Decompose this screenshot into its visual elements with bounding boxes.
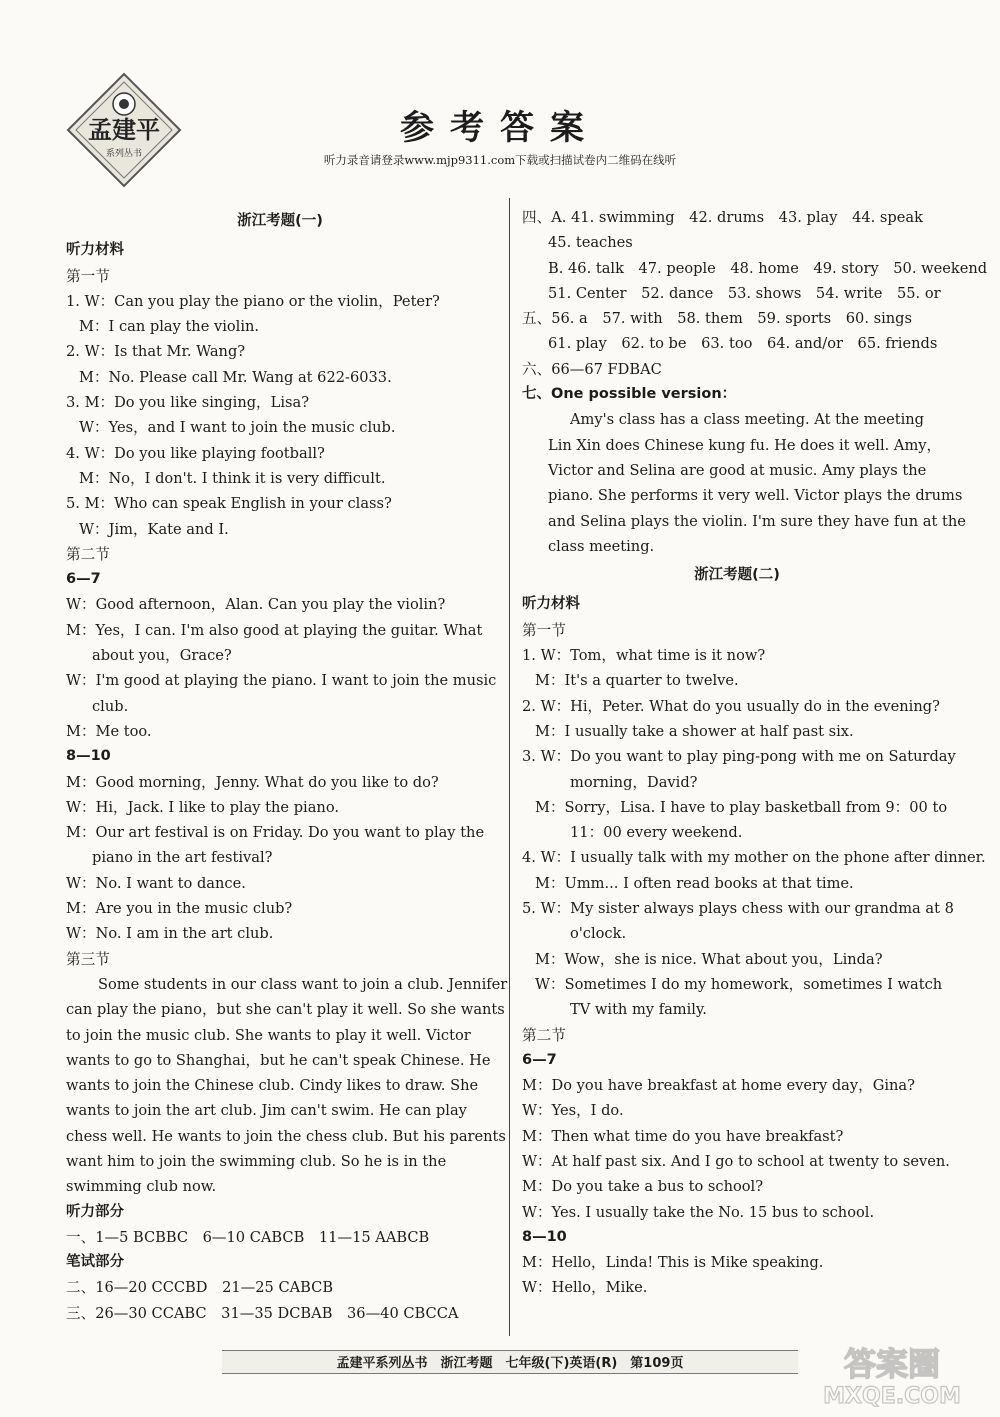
column-divider bbox=[509, 198, 510, 1336]
text-line: W：Yes，and I want to join the music club. bbox=[79, 419, 396, 437]
svg-text:系列丛书: 系列丛书 bbox=[105, 149, 143, 159]
audio-download-note: 听力录音请登录www.mjp9311.com下载或扫描试卷内二维码在线听 bbox=[323, 153, 677, 167]
text-line: 4. W：Do you like playing football? bbox=[66, 444, 325, 462]
text-line: B. 46. talk 47. people 48. home 49. story 50. weekend bbox=[548, 259, 988, 277]
text-line: M：Do you have breakfast at home every day，Gina? bbox=[522, 1077, 915, 1095]
text-line: M：Are you in the music club? bbox=[66, 900, 293, 918]
text-line: want him to join the swimming club. So he is in the bbox=[66, 1152, 447, 1170]
svg-text:MXQE.COM: MXQE.COM bbox=[823, 1384, 961, 1409]
subsection-heading: 听力部分 bbox=[66, 1203, 124, 1220]
text-line: 第二节 bbox=[66, 545, 110, 563]
text-line: W：Jim，Kate and I. bbox=[79, 520, 229, 538]
text-line: W：Yes，I do. bbox=[522, 1102, 624, 1120]
subsection-heading: 8—10 bbox=[66, 748, 111, 765]
text-line: about you，Grace? bbox=[92, 647, 232, 665]
text-line: W：At half past six. And I go to school at twenty to seven. bbox=[522, 1152, 950, 1170]
subsection-heading: 6—7 bbox=[522, 1051, 557, 1068]
text-line: wants to join the art club. Jim can't swim. He can play bbox=[66, 1102, 467, 1120]
text-line: W：I'm good at playing the piano. I want to join the music bbox=[66, 672, 497, 690]
subsection-heading: 6—7 bbox=[66, 571, 101, 588]
text-line: 2. W：Is that Mr. Wang? bbox=[66, 343, 246, 361]
subsection-heading: 听力材料 bbox=[66, 242, 124, 259]
text-line: 1. W：Tom，what time is it now? bbox=[522, 647, 766, 665]
text-line: W：Sometimes I do my homework，sometimes I watch bbox=[535, 975, 943, 993]
text-line: 1. W：Can you play the piano or the violin，Peter? bbox=[66, 292, 440, 310]
text-line: 第一节 bbox=[66, 267, 110, 285]
text-line: 5. W：My sister always plays chess with our grandma at 8 bbox=[522, 900, 954, 918]
text-line: piano in the art festival? bbox=[92, 849, 273, 867]
footer-text: 孟建平系列丛书 浙江考题 七年级(下)英语(R) 第109页 bbox=[336, 1356, 684, 1371]
text-line: 第一节 bbox=[522, 621, 566, 639]
subsection-heading: 8—10 bbox=[522, 1228, 567, 1245]
text-line: M：Yes，I can. I'm also good at playing the guitar. What bbox=[66, 621, 483, 639]
text-line: TV with my family. bbox=[570, 1001, 707, 1019]
text-line: M：Umm... I often read books at that time. bbox=[535, 874, 854, 892]
svg-text:答案圈: 答案圈 bbox=[843, 1345, 941, 1383]
text-line: M：Then what time do you have breakfast? bbox=[522, 1127, 844, 1145]
text-line: W：Hello，Mike. bbox=[522, 1279, 648, 1297]
text-line: Some students in our class want to join a club. Jennifer bbox=[98, 975, 508, 993]
text-line: W：Hi，Jack. I like to play the piano. bbox=[66, 798, 339, 816]
svg-text:孟建平: 孟建平 bbox=[88, 115, 160, 144]
section-heading: 浙江考题(一) bbox=[237, 213, 323, 229]
text-line: Victor and Selina are good at music. Amy plays the bbox=[548, 461, 927, 479]
text-line: W：Good afternoon，Alan. Can you play the violin? bbox=[66, 596, 446, 614]
right-column bbox=[522, 205, 988, 1301]
text-line: 45. teaches bbox=[548, 234, 633, 252]
text-line: 2. W：Hi，Peter. What do you usually do in the evening? bbox=[522, 697, 940, 715]
text-line: M：No. Please call Mr. Wang at 622-6033. bbox=[79, 368, 392, 386]
text-line: 51. Center 52. dance 53. shows 54. write 55. or bbox=[548, 284, 941, 302]
text-line: M：Hello，Linda! This is Mike speaking. bbox=[522, 1254, 824, 1272]
subsection-heading: 笔试部分 bbox=[66, 1254, 124, 1271]
text-line: 三、26—30 CCABC 31—35 DCBAB 36—40 CBCCA bbox=[66, 1304, 459, 1322]
text-line: 六、66—67 FDBAC bbox=[522, 360, 662, 378]
text-line: 一、1—5 BCBBC 6—10 CABCB 11—15 AABCB bbox=[66, 1228, 430, 1246]
left-column bbox=[66, 205, 508, 1326]
page-footer bbox=[200, 1346, 820, 1376]
text-line: o'clock. bbox=[570, 925, 627, 943]
text-line: W：No. I am in the art club. bbox=[66, 925, 274, 943]
text-line: wants to go to Shanghai，but he can't speak Chinese. He bbox=[66, 1051, 491, 1069]
text-line: M：Do you take a bus to school? bbox=[522, 1178, 764, 1196]
text-line: club. bbox=[92, 697, 129, 715]
text-line: 4. W：I usually talk with my mother on the phone after dinner. bbox=[522, 849, 986, 867]
text-line: can play the piano，but she can't play it well. So she wants bbox=[66, 1001, 505, 1019]
text-line: piano. She performs it very well. Victor plays the drums bbox=[548, 487, 963, 505]
subsection-heading: 听力材料 bbox=[522, 596, 580, 613]
watermark-logo bbox=[792, 1341, 992, 1411]
text-line: M：Wow，she is nice. What about you，Linda? bbox=[535, 950, 883, 968]
text-line: M：Our art festival is on Friday. Do you want to play the bbox=[66, 824, 485, 842]
text-line: M：Good morning，Jenny. What do you like to do? bbox=[66, 773, 439, 791]
text-line: 第二节 bbox=[522, 1026, 566, 1044]
text-line: M：I can play the violin. bbox=[79, 318, 260, 336]
text-line: 61. play 62. to be 63. too 64. and/or 65. friends bbox=[548, 335, 938, 353]
text-line: M：No，I don't. I think it is very difficult. bbox=[79, 469, 386, 487]
text-line: swimming club now. bbox=[66, 1178, 217, 1196]
section-heading: 浙江考题(二) bbox=[694, 567, 780, 584]
text-line: Lin Xin does Chinese kung fu. He does it well. Amy， bbox=[548, 436, 942, 454]
text-line: 3. W：Do you want to play ping-pong with me on Saturday bbox=[522, 748, 956, 766]
text-line: class meeting. bbox=[548, 537, 655, 555]
text-line: 二、16—20 CCCBD 21—25 CABCB bbox=[66, 1279, 334, 1297]
text-line: morning，David? bbox=[570, 773, 698, 791]
text-line: to join the music club. She wants to play it well. Victor bbox=[66, 1026, 471, 1044]
text-line: M：Sorry，Lisa. I have to play basketball from 9：00 to bbox=[535, 798, 948, 816]
text-line: 5. M：Who can speak English in your class? bbox=[66, 495, 392, 513]
text-line: wants to join the Chinese club. Cindy likes to draw. She bbox=[66, 1077, 479, 1095]
text-line: M：It's a quarter to twelve. bbox=[535, 672, 739, 690]
text-line: 3. M：Do you like singing，Lisa? bbox=[66, 394, 310, 412]
text-line: and Selina plays the violin. I'm sure they have fun at the bbox=[548, 512, 966, 530]
text-line: 第三节 bbox=[66, 950, 110, 968]
text-line: W：No. I want to dance. bbox=[66, 874, 246, 892]
text-line: 11：00 every weekend. bbox=[570, 824, 743, 842]
text-line: M：Me too. bbox=[66, 722, 152, 740]
text-line: chess well. He wants to join the chess club. But his parents bbox=[66, 1127, 506, 1145]
page-title: 参考答案 bbox=[400, 108, 600, 148]
text-line: W：Yes. I usually take the No. 15 bus to school. bbox=[522, 1203, 875, 1221]
text-line: 五、56. a 57. with 58. them 59. sports 60. sings bbox=[522, 310, 912, 328]
text-line: 四、A. 41. swimming 42. drums 43. play 44. speak bbox=[522, 209, 923, 226]
text-line: M：I usually take a shower at half past six. bbox=[535, 722, 854, 740]
text-line: Amy's class has a class meeting. At the meeting bbox=[570, 411, 925, 429]
subsection-heading: 七、One possible version： bbox=[522, 386, 737, 403]
